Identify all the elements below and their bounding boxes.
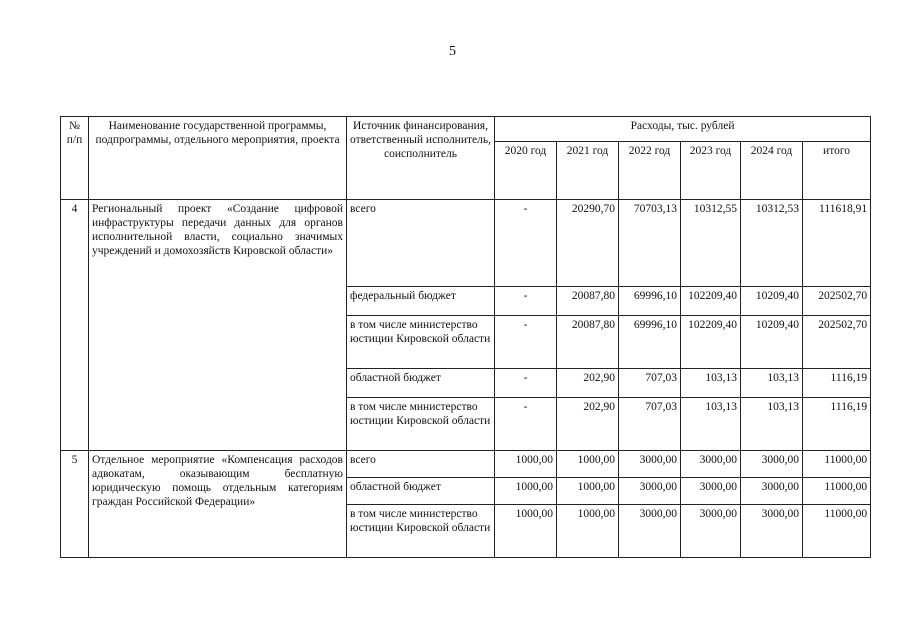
value-2023: 103,13 bbox=[681, 398, 741, 451]
value-2020: 1000,00 bbox=[495, 451, 557, 478]
header-year-2023: 2023 год bbox=[681, 142, 741, 200]
program-name: Региональный проект «Создание цифровой инфраструктуры передачи данных для органов исполнительной власти, социально значимых учреждений и домохозяйств Кировской области» bbox=[89, 200, 347, 451]
value-2022: 70703,13 bbox=[619, 200, 681, 287]
value-2020: - bbox=[495, 398, 557, 451]
value-2024: 10209,40 bbox=[741, 287, 803, 316]
page-number: 5 bbox=[449, 44, 456, 59]
header-year-2020: 2020 год bbox=[495, 142, 557, 200]
program-name: Отдельное мероприятие «Компенсация расходов адвокатам, оказывающим бесплатную юридическую помощь отдельным категориям граждан Российской Федерации» bbox=[89, 451, 347, 558]
funding-source: областной бюджет bbox=[347, 478, 495, 505]
value-2020: 1000,00 bbox=[495, 478, 557, 505]
header-year-2021: 2021 год bbox=[557, 142, 619, 200]
value-2021: 20087,80 bbox=[557, 316, 619, 369]
header-source: Источник финансирования, ответственный исполнитель, соисполнитель bbox=[347, 117, 495, 200]
value-2022: 707,03 bbox=[619, 369, 681, 398]
value-2023: 3000,00 bbox=[681, 478, 741, 505]
value-2022: 707,03 bbox=[619, 398, 681, 451]
value-2023: 3000,00 bbox=[681, 451, 741, 478]
value-2021: 202,90 bbox=[557, 398, 619, 451]
funding-source: в том числе министерство юстиции Кировской области bbox=[347, 505, 495, 558]
value-2024: 10209,40 bbox=[741, 316, 803, 369]
value-2021: 1000,00 bbox=[557, 451, 619, 478]
value-2021: 20290,70 bbox=[557, 200, 619, 287]
value-total: 111618,91 bbox=[803, 200, 871, 287]
value-2024: 10312,53 bbox=[741, 200, 803, 287]
value-2020: - bbox=[495, 200, 557, 287]
value-2023: 102209,40 bbox=[681, 287, 741, 316]
value-2021: 1000,00 bbox=[557, 505, 619, 558]
funding-source: всего bbox=[347, 200, 495, 287]
value-total: 202502,70 bbox=[803, 316, 871, 369]
value-2021: 202,90 bbox=[557, 369, 619, 398]
funding-source: областной бюджет bbox=[347, 369, 495, 398]
value-2024: 103,13 bbox=[741, 398, 803, 451]
value-2024: 3000,00 bbox=[741, 505, 803, 558]
row-number: 4 bbox=[61, 200, 89, 451]
value-2020: - bbox=[495, 316, 557, 369]
value-total: 202502,70 bbox=[803, 287, 871, 316]
value-2022: 3000,00 bbox=[619, 505, 681, 558]
header-row bbox=[61, 117, 871, 142]
header-year-2022: 2022 год bbox=[619, 142, 681, 200]
row-number: 5 bbox=[61, 451, 89, 558]
funding-source: федеральный бюджет bbox=[347, 287, 495, 316]
value-2024: 103,13 bbox=[741, 369, 803, 398]
funding-source: всего bbox=[347, 451, 495, 478]
value-total: 11000,00 bbox=[803, 451, 871, 478]
value-2021: 20087,80 bbox=[557, 287, 619, 316]
header-year-2024: 2024 год bbox=[741, 142, 803, 200]
header-expenses: Расходы, тыс. рублей bbox=[495, 117, 871, 142]
value-2020: 1000,00 bbox=[495, 505, 557, 558]
value-total: 1116,19 bbox=[803, 398, 871, 451]
expenses-table bbox=[60, 116, 871, 558]
funding-source: в том числе министерство юстиции Кировской области bbox=[347, 316, 495, 369]
value-2023: 102209,40 bbox=[681, 316, 741, 369]
value-2022: 3000,00 bbox=[619, 451, 681, 478]
table-row bbox=[61, 200, 871, 287]
value-2022: 69996,10 bbox=[619, 287, 681, 316]
table-row bbox=[61, 451, 871, 478]
value-2023: 3000,00 bbox=[681, 505, 741, 558]
header-num: № п/п bbox=[61, 117, 89, 200]
value-total: 1116,19 bbox=[803, 369, 871, 398]
value-2023: 10312,55 bbox=[681, 200, 741, 287]
value-2021: 1000,00 bbox=[557, 478, 619, 505]
value-2020: - bbox=[495, 287, 557, 316]
value-2024: 3000,00 bbox=[741, 451, 803, 478]
value-total: 11000,00 bbox=[803, 478, 871, 505]
value-total: 11000,00 bbox=[803, 505, 871, 558]
value-2022: 69996,10 bbox=[619, 316, 681, 369]
header-total: итого bbox=[803, 142, 871, 200]
value-2024: 3000,00 bbox=[741, 478, 803, 505]
value-2020: - bbox=[495, 369, 557, 398]
funding-source: в том числе министерство юстиции Кировской области bbox=[347, 398, 495, 451]
value-2022: 3000,00 bbox=[619, 478, 681, 505]
value-2023: 103,13 bbox=[681, 369, 741, 398]
header-name: Наименование государственной программы, подпрограммы, отдельного мероприятия, проекта bbox=[89, 117, 347, 200]
